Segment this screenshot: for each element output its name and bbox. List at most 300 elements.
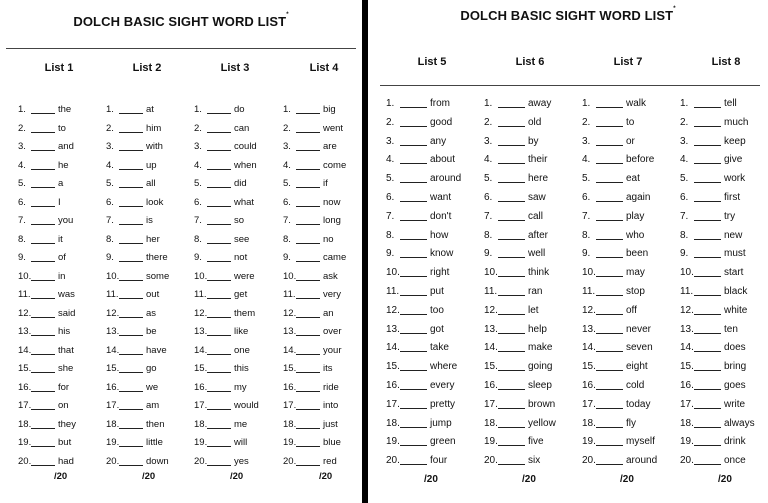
word-item (386, 436, 476, 448)
answer-blank[interactable] (498, 257, 525, 258)
answer-blank[interactable] (31, 428, 55, 429)
answer-blank[interactable] (694, 145, 721, 146)
sight-word: from (430, 98, 450, 109)
word-item (484, 380, 574, 392)
sight-word: the (58, 104, 72, 115)
list-header: List 1 (44, 62, 74, 74)
item-number: 10. (484, 267, 498, 279)
item-number: 9. (680, 248, 689, 260)
answer-blank[interactable] (207, 206, 231, 207)
answer-blank[interactable] (119, 187, 143, 188)
word-item (386, 305, 476, 317)
answer-blank[interactable] (207, 317, 231, 318)
list-header: List 3 (220, 62, 250, 74)
answer-blank[interactable] (119, 169, 143, 170)
sight-word: was (58, 289, 75, 300)
answer-blank[interactable] (498, 276, 525, 277)
item-number: 14. (680, 342, 694, 354)
item-number: 7. (680, 210, 689, 222)
sight-word: every (430, 380, 455, 391)
word-item (680, 230, 768, 242)
answer-blank[interactable] (498, 126, 525, 127)
answer-blank[interactable] (119, 243, 143, 244)
item-number: 15. (582, 361, 596, 373)
answer-blank[interactable] (400, 351, 427, 352)
word-item (106, 271, 184, 283)
answer-blank[interactable] (207, 187, 231, 188)
sight-word: so (234, 215, 245, 226)
answer-blank[interactable] (119, 298, 143, 299)
item-number: 16. (582, 380, 596, 391)
item-number: 5. (283, 178, 291, 189)
answer-blank[interactable] (694, 351, 721, 352)
answer-blank[interactable] (400, 314, 427, 315)
item-number: 2. (106, 122, 114, 134)
item-number: 2. (484, 116, 493, 128)
answer-blank[interactable] (119, 409, 143, 410)
word-item (484, 399, 574, 411)
answer-blank[interactable] (400, 389, 427, 390)
item-number: 17. (386, 398, 400, 410)
answer-blank[interactable] (400, 239, 427, 240)
answer-blank[interactable] (694, 220, 721, 221)
word-item (106, 419, 184, 431)
word-item (484, 361, 574, 373)
answer-blank[interactable] (694, 295, 721, 296)
answer-blank[interactable] (400, 182, 427, 183)
word-item (582, 380, 672, 392)
answer-blank[interactable] (207, 261, 231, 262)
sight-word: with (146, 141, 163, 152)
word-item (18, 178, 96, 190)
answer-blank[interactable] (296, 187, 320, 188)
answer-blank[interactable] (400, 145, 427, 146)
answer-blank[interactable] (119, 261, 143, 262)
score-total: /20 (142, 471, 156, 482)
answer-blank[interactable] (119, 335, 143, 336)
sight-word: ran (528, 286, 543, 297)
sight-word: tell (724, 98, 737, 109)
word-item (194, 289, 272, 301)
answer-blank[interactable] (296, 280, 320, 281)
answer-blank[interactable] (694, 408, 721, 409)
answer-blank[interactable] (694, 107, 721, 108)
word-item (283, 252, 361, 264)
answer-blank[interactable] (296, 391, 320, 392)
answer-blank[interactable] (31, 446, 55, 447)
answer-blank[interactable] (596, 201, 623, 202)
item-number: 4. (386, 154, 395, 166)
sight-word: yes (234, 455, 249, 467)
word-item (484, 154, 574, 166)
item-number: 1. (194, 104, 202, 115)
sight-word: red (323, 455, 337, 467)
answer-blank[interactable] (119, 465, 143, 466)
answer-blank[interactable] (31, 391, 55, 392)
answer-blank[interactable] (400, 370, 427, 371)
answer-blank[interactable] (498, 163, 525, 164)
item-number: 15. (283, 363, 297, 374)
sight-word: let (528, 304, 539, 316)
answer-blank[interactable] (498, 333, 525, 334)
answer-blank[interactable] (498, 464, 525, 465)
word-item (106, 141, 184, 153)
sight-word: were (234, 270, 255, 282)
answer-blank[interactable] (296, 169, 320, 170)
answer-blank[interactable] (694, 389, 721, 390)
answer-blank[interactable] (400, 220, 427, 221)
answer-blank[interactable] (596, 445, 623, 446)
item-number: 17. (582, 398, 596, 410)
sight-word: long (323, 215, 341, 226)
answer-blank[interactable] (119, 446, 143, 447)
answer-blank[interactable] (31, 335, 55, 336)
answer-blank[interactable] (296, 206, 320, 207)
answer-blank[interactable] (296, 446, 320, 447)
answer-blank[interactable] (207, 354, 231, 355)
item-number: 12. (106, 307, 120, 319)
word-item (283, 197, 361, 209)
answer-blank[interactable] (119, 372, 143, 373)
answer-blank[interactable] (207, 446, 231, 447)
answer-blank[interactable] (119, 113, 143, 114)
word-item (582, 154, 672, 166)
sight-word: blue (323, 437, 341, 448)
sight-word: got (430, 323, 444, 335)
answer-blank[interactable] (31, 169, 55, 170)
answer-blank[interactable] (694, 163, 721, 164)
answer-blank[interactable] (31, 261, 55, 262)
answer-blank[interactable] (498, 239, 525, 240)
answer-blank[interactable] (207, 372, 231, 373)
item-number: 5. (582, 173, 591, 185)
answer-blank[interactable] (207, 243, 231, 244)
item-number: 3. (18, 141, 26, 152)
answer-blank[interactable] (498, 107, 525, 108)
sight-word: all (146, 178, 156, 189)
sight-word: if (323, 178, 328, 189)
item-number: 18. (680, 417, 694, 429)
sight-word: very (323, 289, 341, 300)
answer-blank[interactable] (31, 187, 55, 188)
answer-blank[interactable] (207, 224, 231, 225)
sight-word: it (58, 233, 63, 245)
answer-blank[interactable] (207, 335, 231, 336)
item-number: 18. (386, 417, 400, 429)
sight-word: are (323, 141, 337, 152)
item-number: 12. (680, 304, 694, 316)
answer-blank[interactable] (296, 261, 320, 262)
answer-blank[interactable] (207, 150, 231, 151)
answer-blank[interactable] (498, 182, 525, 183)
item-number: 3. (386, 135, 395, 147)
answer-blank[interactable] (119, 391, 143, 392)
answer-blank[interactable] (296, 150, 320, 151)
answer-blank[interactable] (400, 445, 427, 446)
answer-blank[interactable] (296, 132, 320, 133)
sight-word: myself (626, 436, 655, 448)
item-number: 7. (18, 215, 26, 226)
answer-blank[interactable] (694, 239, 721, 240)
word-item (283, 289, 361, 301)
answer-blank[interactable] (596, 333, 623, 334)
answer-blank[interactable] (31, 465, 55, 466)
answer-blank[interactable] (596, 239, 623, 240)
answer-blank[interactable] (596, 370, 623, 371)
answer-blank[interactable] (400, 276, 427, 277)
answer-blank[interactable] (596, 257, 623, 258)
word-item (582, 173, 672, 185)
sight-word: big (323, 104, 336, 115)
answer-blank[interactable] (296, 298, 320, 299)
answer-blank[interactable] (207, 280, 231, 281)
answer-blank[interactable] (400, 295, 427, 296)
word-item (194, 456, 272, 468)
sight-word: much (724, 116, 749, 128)
item-number: 7. (106, 215, 114, 226)
answer-blank[interactable] (207, 465, 231, 466)
sight-word: have (146, 344, 167, 356)
sight-word: keep (724, 135, 746, 147)
answer-blank[interactable] (400, 201, 427, 202)
word-item (18, 456, 96, 468)
answer-blank[interactable] (596, 276, 623, 277)
sight-word: going (528, 361, 553, 373)
sight-word: her (146, 233, 160, 245)
sight-word: to (58, 122, 66, 134)
answer-blank[interactable] (31, 317, 55, 318)
answer-blank[interactable] (596, 220, 623, 221)
answer-blank[interactable] (596, 163, 623, 164)
sight-word: start (724, 267, 744, 279)
sight-word: on (58, 400, 69, 411)
answer-blank[interactable] (596, 182, 623, 183)
item-number: 15. (106, 363, 120, 374)
answer-blank[interactable] (498, 351, 525, 352)
answer-blank[interactable] (119, 132, 143, 133)
answer-blank[interactable] (400, 427, 427, 428)
item-number: 15. (680, 361, 694, 373)
answer-blank[interactable] (119, 317, 143, 318)
answer-blank[interactable] (694, 370, 721, 371)
item-number: 10. (18, 270, 32, 282)
answer-blank[interactable] (207, 298, 231, 299)
word-item (283, 419, 361, 431)
word-item (283, 326, 361, 338)
word-item (106, 160, 184, 172)
answer-blank[interactable] (498, 427, 525, 428)
word-item (18, 382, 96, 394)
answer-blank[interactable] (694, 314, 721, 315)
sight-word: not (234, 252, 248, 263)
item-number: 12. (283, 307, 297, 319)
sight-word: for (58, 381, 70, 393)
word-item (582, 117, 672, 129)
sight-word: green (430, 436, 456, 448)
answer-blank[interactable] (119, 224, 143, 225)
sight-word: after (528, 229, 549, 241)
sight-word: who (626, 229, 645, 241)
answer-blank[interactable] (498, 445, 525, 446)
answer-blank[interactable] (119, 150, 143, 151)
word-item (680, 418, 768, 430)
sight-word: white (724, 304, 748, 316)
item-number: 4. (484, 154, 493, 166)
item-number: 19. (680, 436, 694, 448)
answer-blank[interactable] (400, 464, 427, 465)
item-number: 3. (680, 135, 689, 147)
answer-blank[interactable] (694, 427, 721, 428)
word-item (106, 178, 184, 190)
answer-blank[interactable] (207, 113, 231, 114)
sight-word: put (430, 286, 444, 297)
sight-word: I (58, 196, 61, 208)
answer-blank[interactable] (596, 427, 623, 428)
answer-blank[interactable] (31, 150, 55, 151)
sight-word: see (234, 233, 250, 245)
answer-blank[interactable] (400, 257, 427, 258)
answer-blank[interactable] (296, 224, 320, 225)
answer-blank[interactable] (296, 372, 320, 373)
answer-blank[interactable] (296, 409, 320, 410)
answer-blank[interactable] (498, 389, 525, 390)
item-number: 11. (484, 286, 498, 297)
answer-blank[interactable] (31, 224, 55, 225)
word-item (386, 192, 476, 204)
answer-blank[interactable] (296, 465, 320, 466)
item-number: 12. (484, 304, 498, 316)
answer-blank[interactable] (296, 428, 320, 429)
word-item (18, 252, 96, 264)
answer-blank[interactable] (400, 333, 427, 334)
answer-blank[interactable] (296, 113, 320, 114)
answer-blank[interactable] (694, 257, 721, 258)
word-item (484, 455, 574, 467)
item-number: 5. (106, 178, 114, 189)
answer-blank[interactable] (400, 126, 427, 127)
answer-blank[interactable] (596, 314, 623, 315)
answer-blank[interactable] (694, 333, 721, 334)
answer-blank[interactable] (498, 370, 525, 371)
item-number: 5. (18, 178, 26, 189)
answer-blank[interactable] (31, 243, 55, 244)
answer-blank[interactable] (296, 317, 320, 318)
answer-blank[interactable] (31, 409, 55, 410)
word-item (680, 192, 768, 204)
word-item (283, 160, 361, 172)
answer-blank[interactable] (119, 354, 143, 355)
answer-blank[interactable] (31, 280, 55, 281)
answer-blank[interactable] (596, 295, 623, 296)
item-number: 8. (106, 233, 114, 245)
answer-blank[interactable] (694, 445, 721, 446)
sight-word: your (323, 344, 342, 356)
answer-blank[interactable] (498, 201, 525, 202)
sight-word: at (146, 104, 154, 115)
answer-blank[interactable] (31, 354, 55, 355)
answer-blank[interactable] (119, 206, 143, 207)
word-item (194, 308, 272, 320)
item-number: 16. (283, 381, 297, 393)
word-item (680, 380, 768, 392)
item-number: 3. (283, 141, 291, 152)
answer-blank[interactable] (207, 132, 231, 133)
answer-blank[interactable] (694, 126, 721, 127)
item-number: 14. (484, 342, 498, 354)
word-item (194, 271, 272, 283)
answer-blank[interactable] (31, 113, 55, 114)
answer-blank[interactable] (31, 298, 55, 299)
word-item (680, 211, 768, 223)
word-item (484, 305, 574, 317)
answer-blank[interactable] (296, 335, 320, 336)
word-item (386, 173, 476, 185)
sight-word: do (234, 104, 245, 115)
sight-word: when (234, 159, 257, 171)
item-number: 1. (283, 104, 291, 115)
answer-blank[interactable] (694, 464, 721, 465)
item-number: 18. (194, 418, 208, 430)
sight-word: pretty (430, 398, 456, 410)
answer-blank[interactable] (596, 408, 623, 409)
sight-word: good (430, 116, 453, 128)
answer-blank[interactable] (207, 428, 231, 429)
answer-blank[interactable] (596, 126, 623, 127)
answer-blank[interactable] (31, 132, 55, 133)
answer-blank[interactable] (596, 351, 623, 352)
sight-word: of (58, 252, 66, 263)
answer-blank[interactable] (596, 107, 623, 108)
item-number: 17. (194, 400, 208, 411)
answer-blank[interactable] (31, 206, 55, 207)
answer-blank[interactable] (119, 428, 143, 429)
answer-blank[interactable] (596, 389, 623, 390)
answer-blank[interactable] (207, 169, 231, 170)
answer-blank[interactable] (207, 409, 231, 410)
answer-blank[interactable] (596, 145, 623, 146)
answer-blank[interactable] (296, 243, 320, 244)
answer-blank[interactable] (296, 354, 320, 355)
answer-blank[interactable] (400, 107, 427, 108)
answer-blank[interactable] (498, 145, 525, 146)
word-item (484, 342, 574, 354)
word-item (680, 436, 768, 448)
sight-word: write (724, 398, 746, 410)
sight-word: well (528, 248, 546, 260)
sight-word: a (58, 178, 64, 189)
answer-blank[interactable] (207, 391, 231, 392)
answer-blank[interactable] (694, 182, 721, 183)
answer-blank[interactable] (400, 408, 427, 409)
answer-blank[interactable] (119, 280, 143, 281)
answer-blank[interactable] (498, 295, 525, 296)
word-item (18, 419, 96, 431)
answer-blank[interactable] (596, 464, 623, 465)
sight-word: down (146, 455, 169, 467)
answer-blank[interactable] (498, 408, 525, 409)
answer-blank[interactable] (694, 276, 721, 277)
answer-blank[interactable] (400, 163, 427, 164)
item-number: 14. (194, 344, 208, 356)
sight-word: don't (430, 210, 452, 222)
item-number: 7. (194, 215, 202, 226)
answer-blank[interactable] (694, 201, 721, 202)
word-item (484, 324, 574, 336)
answer-blank[interactable] (31, 372, 55, 373)
item-number: 10. (194, 270, 208, 282)
answer-blank[interactable] (498, 314, 525, 315)
answer-blank[interactable] (498, 220, 525, 221)
